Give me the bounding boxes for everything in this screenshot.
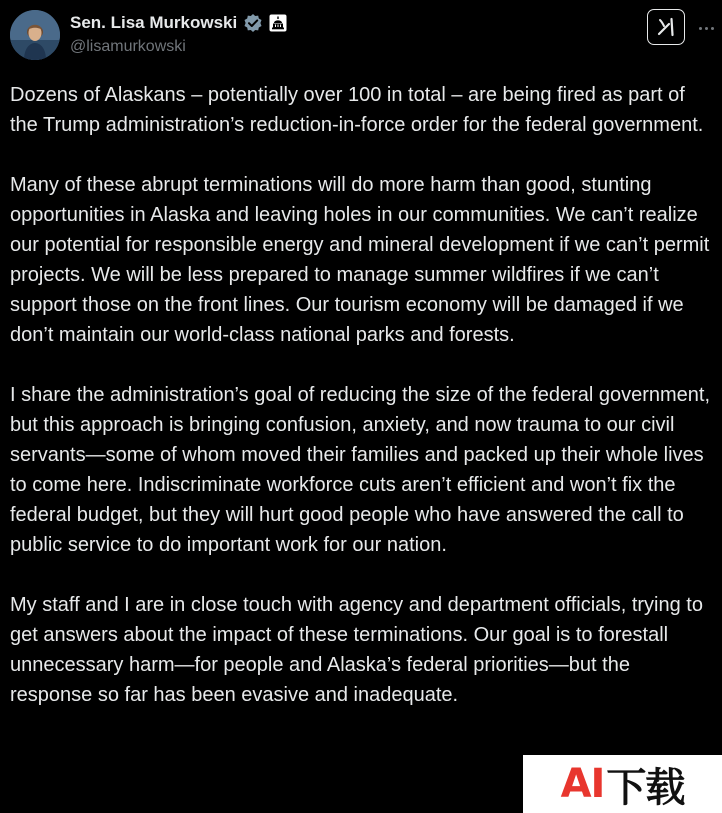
watermark-logo (523, 755, 722, 813)
grok-icon[interactable] (647, 9, 685, 45)
more-dot (711, 27, 714, 30)
watermark-latin: AI (560, 761, 605, 807)
post-paragraph: Dozens of Alaskans – potentially over 100 in total – are being fired as part of the Trump administration’s reduction-in-force order for the federal government. (10, 84, 704, 136)
more-dot (705, 27, 708, 30)
post-paragraph: I share the administration’s goal of reducing the size of the federal government, but this approach is bringing confusion, anxiety, and now trauma to our civil servants—some of whom moved their families and packed up their whole lives to come here. Indiscriminate workforce cuts aren’t efficient and won’t fix the federal budget, but they will hurt good people who have answered the call to public service to do important work for our nation. (10, 384, 711, 556)
watermark-chinese: 下载 (606, 764, 685, 811)
post-text (10, 80, 714, 740)
more-dot (699, 27, 702, 30)
government-building-icon[interactable] (269, 14, 287, 32)
display-name[interactable]: Sen. Lisa Murkowski (70, 13, 238, 32)
more-options-icon[interactable] (696, 20, 716, 36)
verified-badge-icon[interactable] (243, 13, 263, 33)
name-row (70, 11, 287, 35)
post-paragraph: My staff and I are in close touch with agency and department officials, trying to get answers about the impact of these terminations. Our goal is to forestall unnecessary harm—for people and Alaska’s federal priorities—but the response so far has been evasive and inadequate. (10, 594, 703, 706)
avatar[interactable] (10, 10, 60, 60)
post-header (0, 0, 722, 72)
user-handle[interactable]: @lisamurkowski (70, 38, 186, 55)
post-paragraph: Many of these abrupt terminations will do more harm than good, stunting opportunities in Alaska and leaving holes in our communities. We can’t realize our potential for responsible energy and mineral development if we can’t permit projects. We will be less prepared to manage summer wildfires if we can’t support those on the front lines. Our tourism economy will be damaged if we don’t maintain our world-class national parks and forests. (10, 174, 710, 346)
